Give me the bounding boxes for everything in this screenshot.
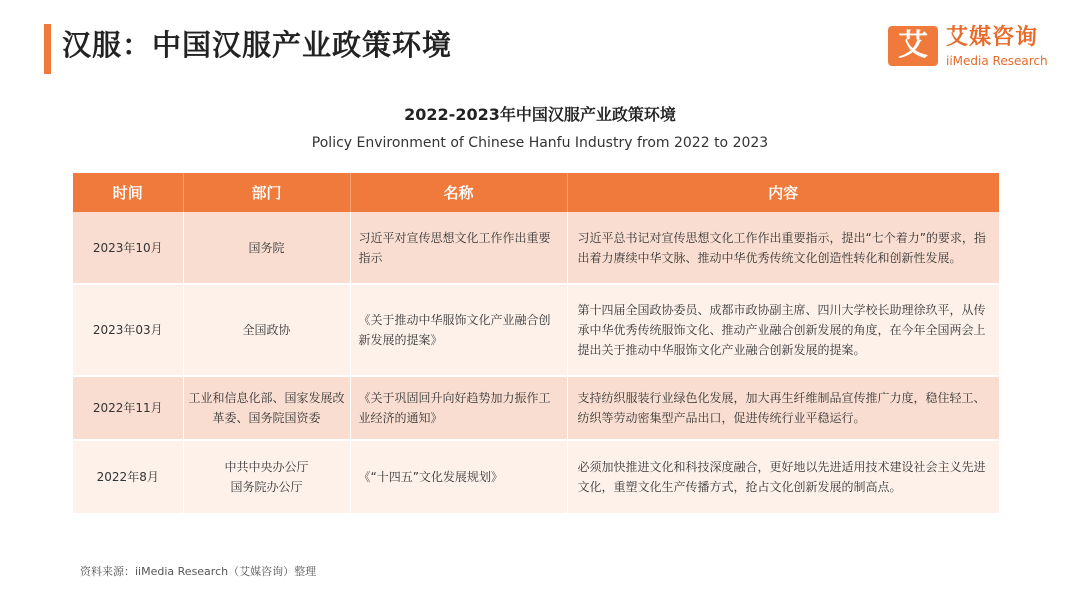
logo-name-en: iiMedia Research <box>946 54 1048 68</box>
table-title-en: Policy Environment of Chinese Hanfu Industry from 2022 to 2023 <box>311 135 769 151</box>
iimedia-logo <box>888 24 1068 70</box>
cell-content: 必须加快推进文化和科技深度融合，更好地以先进适用技术建设社会主义先进文化，重塑文化生产传播方式，抢占文化创新发展的制高点。 <box>567 440 999 514</box>
column-header-dept: 部门 <box>183 173 350 212</box>
logo-name-cn: 艾媒咨询 <box>946 25 1039 50</box>
cell-dept: 工业和信息化部、国家发展改革委、国务院国资委 <box>183 376 350 440</box>
policy-table <box>73 173 999 515</box>
cell-name: 《关于巩固回升向好趋势加力振作工业经济的通知》 <box>350 376 567 440</box>
cell-name: 《关于推动中华服饰文化产业融合创新发展的提案》 <box>350 284 567 376</box>
cell-dept: 全国政协 <box>183 284 350 376</box>
cell-content: 支持纺织服装行业绿色化发展，加大再生纤维制品宣传推广力度，稳住轻工、纺织等劳动密集型产品出口，促进传统行业平稳运行。 <box>567 376 999 440</box>
cell-content: 第十四届全国政协委员、成都市政协副主席、四川大学校长助理徐玖平，从传承中华优秀传统服饰文化、推动产业融合创新发展的角度，在今年全国两会上提出关于推动中华服饰文化产业融合创新发展的提案。 <box>567 284 999 376</box>
cell-dept: 中共中央办公厅 国务院办公厅 <box>183 440 350 514</box>
cell-time: 2022年8月 <box>73 440 183 514</box>
logo-mark-icon: 艾 <box>888 26 938 66</box>
column-header-time: 时间 <box>73 173 183 212</box>
column-header-name: 名称 <box>350 173 567 212</box>
cell-time: 2023年10月 <box>73 212 183 284</box>
table-header-row <box>73 173 999 212</box>
table-row <box>73 284 999 376</box>
table-row <box>73 376 999 440</box>
cell-name: 习近平对宣传思想文化工作作出重要指示 <box>350 212 567 284</box>
page-title: 汉服：中国汉服产业政策环境 <box>62 28 453 62</box>
source-note: 资料来源：iiMedia Research（艾媒咨询）整理 <box>80 565 317 578</box>
cell-name: 《“十四五”文化发展规划》 <box>350 440 567 514</box>
cell-time: 2023年03月 <box>73 284 183 376</box>
cell-content: 习近平总书记对宣传思想文化工作作出重要指示，提出“七个着力”的要求，指出着力赓续中华文脉、推动中华优秀传统文化创造性转化和创新性发展。 <box>567 212 999 284</box>
table-row <box>73 212 999 284</box>
cell-time: 2022年11月 <box>73 376 183 440</box>
cell-dept: 国务院 <box>183 212 350 284</box>
table-title: 2022-2023年中国汉服产业政策环境 <box>404 105 676 124</box>
table-row <box>73 440 999 514</box>
title-accent-bar <box>44 24 51 74</box>
column-header-content: 内容 <box>567 173 999 212</box>
